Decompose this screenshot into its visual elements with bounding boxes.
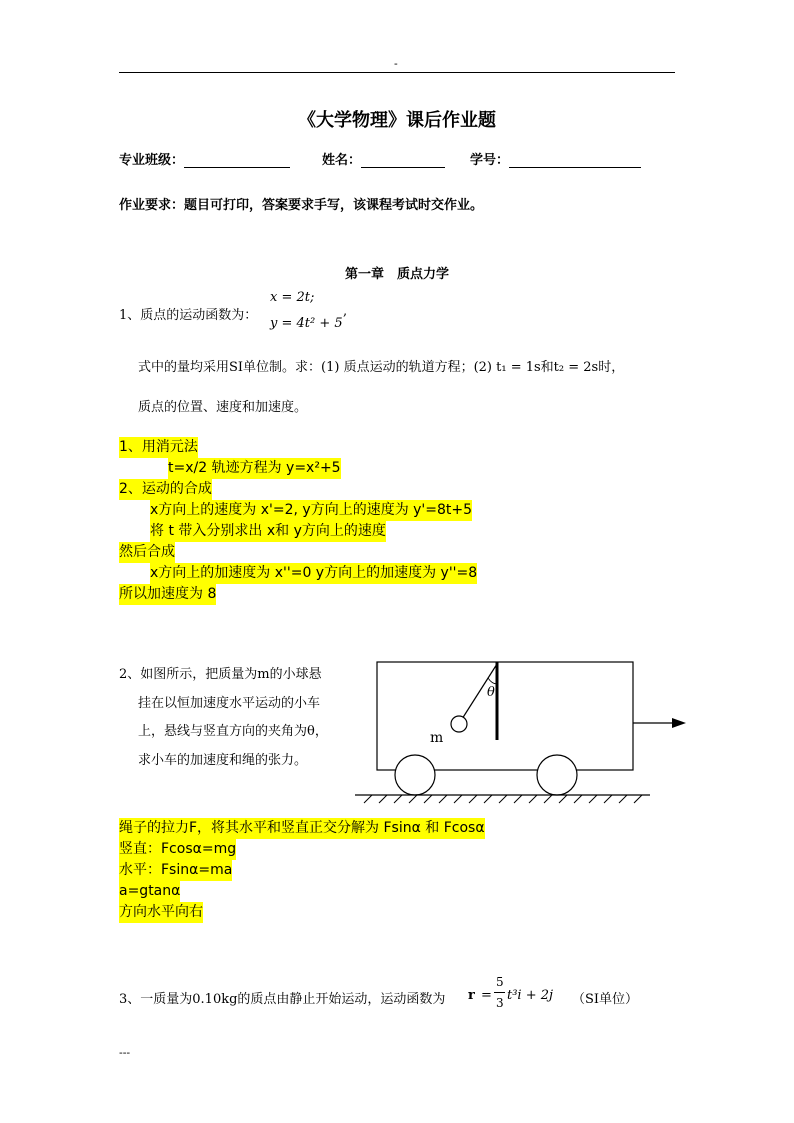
chapter-title: 第一章 质点力学 — [344, 267, 449, 282]
wheel-right — [537, 755, 577, 795]
theta-label: θ — [487, 685, 495, 700]
a2-line: 方向水平向右 — [119, 902, 203, 923]
q1-eq-y: y = 4t² + 5 — [270, 316, 343, 331]
major-label: 专业班级： — [119, 153, 185, 168]
a1-line: x方向上的速度为 x'=2, y方向上的速度为 y'=8t+5 — [150, 500, 472, 521]
header-mark: - — [394, 57, 398, 70]
a2-line: 水平：Fsinα=ma — [119, 860, 232, 881]
q2-line: 上，悬线与竖直方向的夹角为θ， — [138, 724, 328, 739]
q1-line2: 式中的量均采用SI单位制。求：(1) 质点运动的轨道方程；(2) t₁ = 1s和t₂ = 2s时， — [138, 360, 625, 375]
q3-prefix: 3、一质量为0.10kg的质点由静止开始运动，运动函数为 — [119, 992, 446, 1007]
ground-hatching — [364, 795, 642, 803]
q3-equation-rest: t³i + 2j — [507, 988, 554, 1003]
a1-line: 所以加速度为 8 — [119, 584, 216, 605]
ball — [451, 716, 467, 732]
a1-line: 然后合成 — [119, 542, 175, 563]
a1-line: t=x/2 轨迹方程为 y=x²+5 — [168, 458, 341, 479]
wheel-left — [395, 755, 435, 795]
q3-equals: = — [481, 988, 492, 1003]
a1-line: 2、运动的合成 — [119, 479, 212, 500]
q1-prefix: 1、质点的运动函数为： — [119, 308, 258, 323]
a1-line: 将 t 带入分别求出 x和 y方向上的速度 — [150, 521, 386, 542]
q2-line: 挂在以恒加速度水平运动的小车 — [138, 696, 321, 711]
a1-line: 1、用消元法 — [119, 437, 198, 458]
q3-r-symbol: r — [468, 988, 475, 1003]
footer-mark: --- — [119, 1046, 131, 1059]
cart-body — [377, 662, 633, 770]
a1-line: x方向上的加速度为 x''=0 y方向上的加速度为 y''=8 — [150, 563, 477, 584]
homework-requirement: 作业要求：题目可打印，答案要求手写，该课程考试时交作业。 — [119, 198, 484, 213]
q3-frac-bar — [494, 992, 505, 993]
q1-line3: 质点的位置、速度和加速度。 — [138, 400, 308, 415]
q1-comma: , — [343, 304, 348, 319]
page-title: 《大学物理》课后作业题 — [298, 110, 496, 131]
q2-line: 2、如图所示，把质量为m的小球悬 — [119, 667, 322, 682]
q3-frac-den: 3 — [496, 996, 504, 1010]
a2-line: 绳子的拉力F，将其水平和竖直正交分解为 Fsinα 和 Fcosα — [119, 818, 485, 839]
a2-line: a=gtanα — [119, 881, 180, 902]
arrow-head — [672, 718, 686, 728]
name-label: 姓名： — [322, 153, 362, 168]
q3-suffix: （SI单位） — [572, 992, 639, 1007]
a2-line: 竖直：Fcosα=mg — [119, 839, 236, 860]
mass-label: m — [430, 730, 444, 746]
q2-line: 求小车的加速度和绳的张力。 — [138, 753, 308, 768]
q1-eq-x: x = 2t; — [270, 290, 315, 305]
id-label: 学号： — [470, 153, 510, 168]
q3-frac-num: 5 — [496, 975, 504, 989]
